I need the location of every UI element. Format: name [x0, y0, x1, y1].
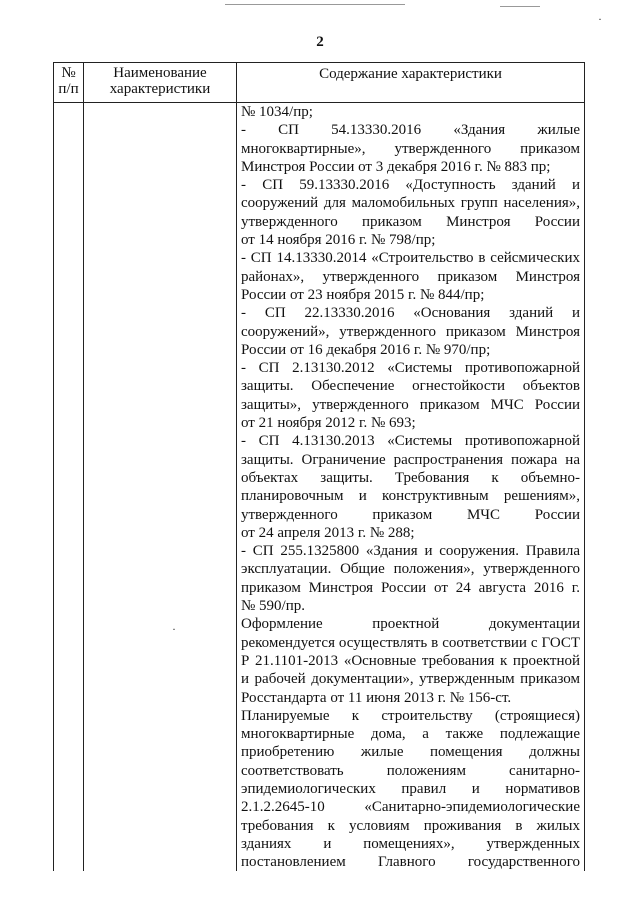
content-line: рекомендуется осуществлять в соответствии с ГОСТ [241, 634, 580, 651]
scan-artifact-line [500, 6, 540, 7]
content-line: - СП 22.13330.2016 «Основания зданий и [241, 305, 580, 322]
content-line: многоквартирные», утвержденного приказом [241, 140, 580, 157]
content-line: приказом Минстроя России от 24 августа 2016 г. [241, 579, 580, 596]
table-row [54, 103, 585, 872]
content-line: Оформление проектной документации [241, 616, 580, 633]
content-line: № 590/пр. [241, 598, 306, 615]
content-line: приобретению жилые помещения должны [241, 744, 580, 761]
content-line: районах», утвержденного приказом Минстроя [241, 268, 580, 285]
content-line: многоквартирные дома, а также подлежащие [241, 726, 580, 743]
content-line: утвержденного приказом МЧС России [241, 506, 580, 523]
cell-content [237, 103, 585, 872]
content-line: зданиях и помещениях», утвержденных [241, 835, 580, 852]
header-number: № п/п [54, 63, 84, 103]
content-line: от 14 ноября 2016 г. № 798/пр; [241, 232, 436, 249]
header-name: Наименование характеристики [84, 63, 237, 103]
content-line: соответствовать положениям санитарно- [241, 762, 580, 779]
content-line: защиты», утвержденного приказом МЧС России [241, 396, 580, 413]
content-line: постановлением Главного государственного [241, 854, 580, 871]
content-line: защиты. Обеспечение огнестойкости объектов [241, 378, 580, 395]
content-line: от 24 апреля 2013 г. № 288; [241, 524, 415, 541]
scan-artifact-dot: · [172, 622, 176, 636]
content-line: - СП 59.13330.2016 «Доступность зданий и [241, 177, 580, 194]
content-line: объектах защиты. Требования к объемно- [241, 469, 580, 486]
scan-artifact-line [225, 4, 405, 5]
scan-artifact-dot: · [598, 12, 602, 26]
content-line: Р 21.1101-2013 «Основные требования к проектной [241, 652, 580, 669]
content-line: России от 16 декабря 2016 г. № 970/пр; [241, 341, 491, 358]
content-line: от 21 ноября 2012 г. № 693; [241, 415, 416, 432]
content-line: требования к условиям проживания в жилых [241, 817, 580, 834]
content-line: сооружений для маломобильных групп населения», [241, 195, 580, 212]
header-content: Содержание характеристики [237, 63, 585, 103]
content-line: и рабочей документации», утвержденным приказом [241, 671, 580, 688]
content-line: - СП 255.1325800 «Здания и сооружения. Правила [241, 543, 580, 560]
content-line: Планируемые к строительству (строящиеся) [241, 707, 580, 724]
content-line: - СП 4.13130.2013 «Системы противопожарной [241, 433, 580, 450]
content-line: Росстандарта от 11 июня 2013 г. № 156-ст. [241, 689, 512, 706]
characteristics-table [53, 62, 585, 871]
content-line: утвержденного приказом Минстроя России [241, 213, 580, 230]
cell-number [54, 103, 84, 872]
content-line: - СП 2.13130.2012 «Системы противопожарной [241, 360, 580, 377]
table-header-row [54, 63, 585, 103]
content-line: планировочным и конструктивным решениям», [241, 488, 580, 505]
content-line: - СП 54.13330.2016 «Здания жилые [241, 122, 580, 139]
content-line: эксплуатации. Общие положения», утвержденного [241, 561, 580, 578]
content-line: эпидемиологических правил и нормативов [241, 780, 580, 797]
content-line: Минстроя России от 3 декабря 2016 г. № 883 пр; [241, 158, 551, 175]
content-line: - СП 14.13330.2014 «Строительство в сейсмических [241, 250, 580, 267]
content-line: сооружений», утвержденного приказом Минстроя [241, 323, 580, 340]
content-line: защиты. Ограничение распространения пожара на [241, 451, 580, 468]
page-number: 2 [316, 34, 324, 50]
content-line: 2.1.2.2645-10 «Санитарно-эпидемиологические [241, 799, 580, 816]
content-line: № 1034/пр; [241, 104, 313, 120]
cell-name [84, 103, 237, 872]
content-line: России от 23 ноября 2015 г. № 844/пр; [241, 286, 485, 303]
